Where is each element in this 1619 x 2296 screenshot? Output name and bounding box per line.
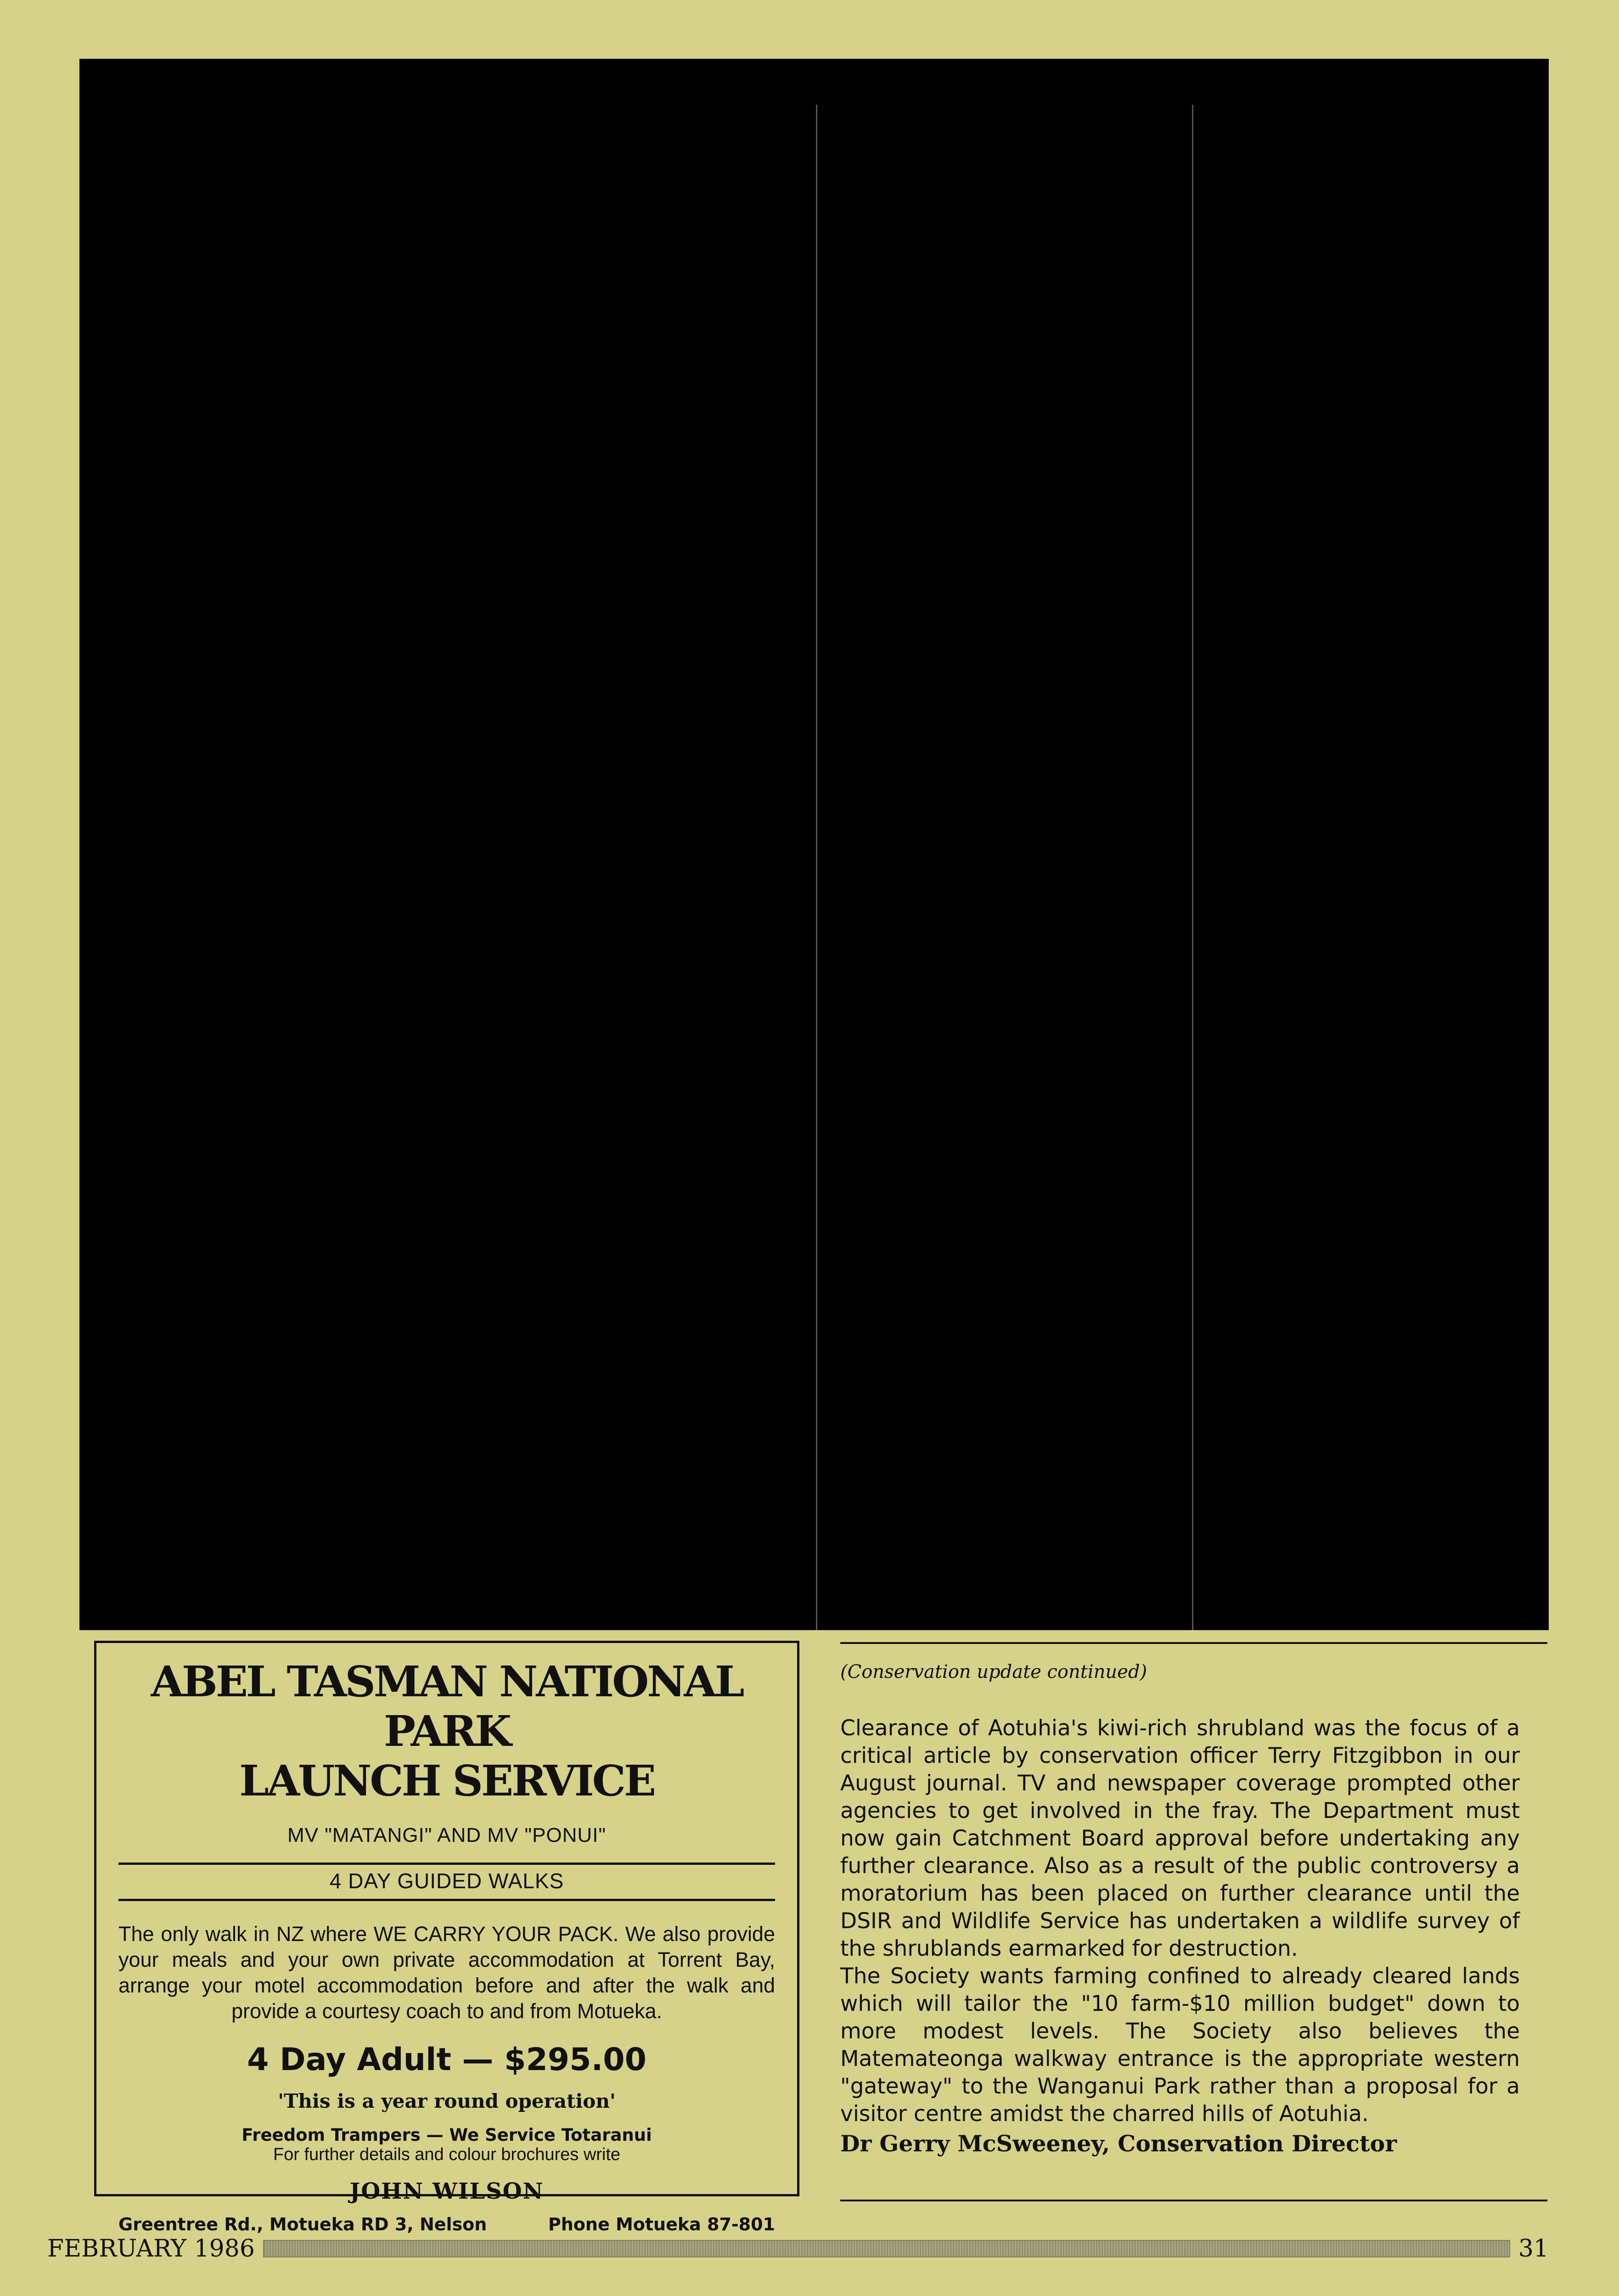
- article-rule-bottom: [840, 2200, 1547, 2201]
- ad-phone: Phone Motueka 87-801: [548, 2214, 775, 2234]
- ad-title-line-2: LAUNCH SERVICE: [239, 1756, 655, 1806]
- page-number: 31: [1518, 2235, 1549, 2262]
- page-footer: [47, 2233, 1549, 2265]
- ad-vessels: MV "MATANGI" AND MV "PONUI": [287, 1824, 607, 1846]
- article-paragraph-1: Clearance of Aotuhia's kiwi-rich shrubland was the focus of a critical article by conservation officer Terry Fitzgibbon in our August journal. TV and newspaper coverage prompted other agencies to get involved in the fray. The Department must now gain Catchment Board approval before undertaking any further clearance. Also as a result of the public controversy a moratorium has been placed on further clearance until the DSIR and Wildlife Service has undertaken a wildlife survey of the shrublands earmarked for destruction.: [840, 1716, 1520, 1961]
- ad-address: Greentree Rd., Motueka RD 3, Nelson: [118, 2214, 487, 2234]
- article-paragraph-2: The Society wants farming confined to already cleared lands which will tailor the "10 farm-$10 million budget" down to more modest levels. The Society also believes the Matemateonga walkway entrance is the appropriate western "gateway" to the Wanganui Park rather than a proposal for a visitor centre amidst the charred hills of Aotuhia.: [840, 1964, 1520, 2127]
- photo-divider-1: [816, 105, 817, 1630]
- article-column: [840, 1642, 1547, 2157]
- article-body: [840, 1715, 1520, 2157]
- redacted-photo-area: [79, 59, 1549, 1630]
- ad-description: The only walk in NZ where WE CARRY YOUR PACK. We also provide your meals and your own private accommodation at Torrent Bay, arrange your motel accommodation before and after the walk and provide a courtesy coach to and from Motueka.: [118, 1922, 775, 2023]
- ad-further-details: For further details and colour brochures write: [273, 2145, 621, 2164]
- ad-year-round: 'This is a year round operation': [278, 2090, 616, 2112]
- ad-title-line-1: ABEL TASMAN NATIONAL PARK: [151, 1657, 743, 1756]
- ad-freedom-trampers: Freedom Trampers — We Service Totaranui: [242, 2125, 652, 2145]
- ad-divider-bottom: [118, 1899, 775, 1901]
- photo-divider-2: [1192, 105, 1193, 1630]
- article-rule-top: [840, 1642, 1547, 1644]
- ad-contact-name: JOHN WILSON: [349, 2178, 544, 2204]
- article-continued-note: (Conservation update continued): [840, 1661, 1147, 1683]
- footer-bar: [263, 2240, 1510, 2257]
- launch-service-advertisement: [94, 1641, 799, 2234]
- ad-price: 4 Day Adult — $295.00: [247, 2042, 646, 2078]
- ad-guided-walks: 4 DAY GUIDED WALKS: [329, 1869, 564, 1893]
- ad-title: [96, 1657, 797, 1806]
- footer-date: FEBRUARY 1986: [47, 2235, 255, 2262]
- article-signature: Dr Gerry McSweeney, Conservation Director: [840, 2130, 1397, 2157]
- ad-contact-line: [118, 2214, 775, 2234]
